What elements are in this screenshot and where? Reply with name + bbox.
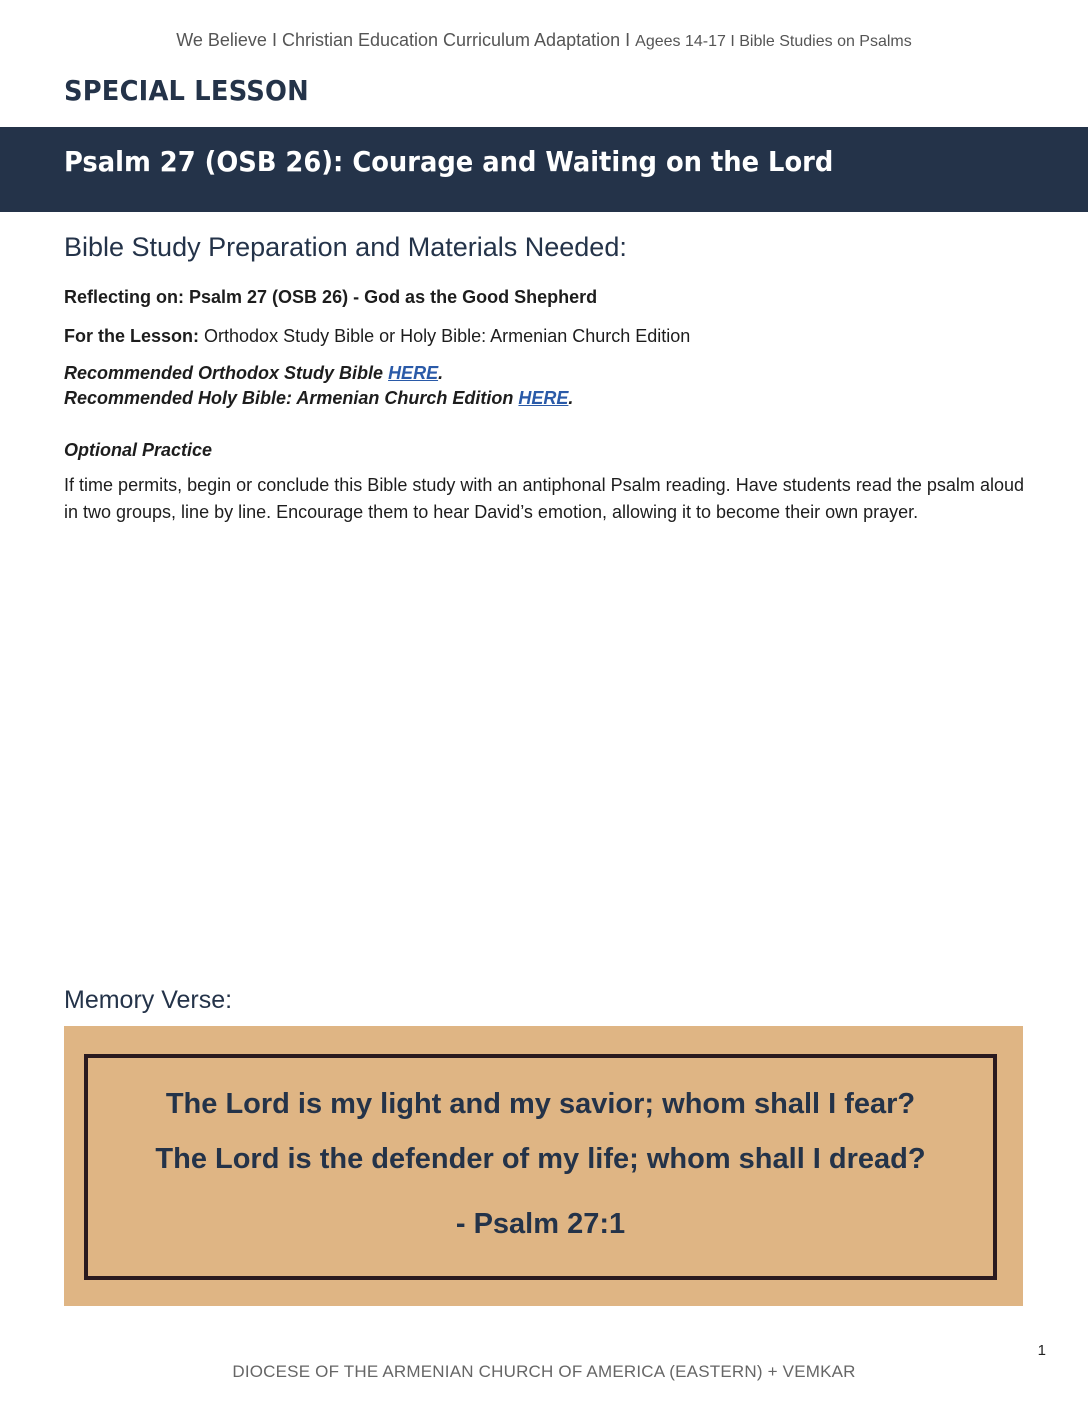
armenian-bible-link[interactable]: HERE [518,388,569,408]
header-main: We Believe I Christian Education Curriculum Adaptation I [176,30,631,50]
verse-line-1: The Lord is my light and my savior; whom shall I fear? [165,1088,916,1120]
recommendation-1-period: . [438,363,444,383]
header-audience: Agees 14-17 I Bible Studies on Psalms [635,33,912,50]
lesson-kicker: SPECIAL LESSON [64,74,309,107]
practice-paragraph: If time permits, begin or conclude this Bible study with an antiphonal Psalm reading. Have students read the psalm aloud in two groups, line by line. Encourage them to hear David’s emotion, allowing it to become their own prayer. [64,475,1024,522]
lesson-label: For the Lesson: [64,326,200,346]
memory-verse-frame [84,1054,997,1280]
memory-verse-box [64,1026,1023,1306]
recommendation-1 [64,363,443,384]
recommendation-1-text: Recommended Orthodox Study Bible [64,363,384,383]
verse-line-2: The Lord is the defender of my life; whom shall I dread? [155,1143,926,1175]
title-banner [0,127,1088,212]
reflecting-line: Reflecting on: Psalm 27 (OSB 26) - God as the Good Shepherd [64,287,598,307]
lesson-line [64,326,690,347]
lesson-text: Orthodox Study Bible or Holy Bible: Armenian Church Edition [204,326,691,346]
recommendation-2-period: . [568,388,574,408]
running-header [0,30,1088,51]
practice-heading: Optional Practice [64,440,213,460]
verse-reference: - Psalm 27:1 [455,1208,626,1240]
lesson-title: Psalm 27 (OSB 26): Courage and Waiting on the Lord [64,145,834,178]
memory-heading: Memory Verse: [64,986,233,1014]
prep-heading: Bible Study Preparation and Materials Needed: [64,232,627,262]
orthodox-bible-link[interactable]: HERE [388,363,439,383]
footer: DIOCESE OF THE ARMENIAN CHURCH OF AMERICA (EASTERN) + VEMKAR [232,1362,856,1381]
page-number: 1 [1037,1342,1046,1359]
recommendation-2-text: Recommended Holy Bible: Armenian Church Edition [64,388,514,408]
recommendation-2 [64,388,573,409]
